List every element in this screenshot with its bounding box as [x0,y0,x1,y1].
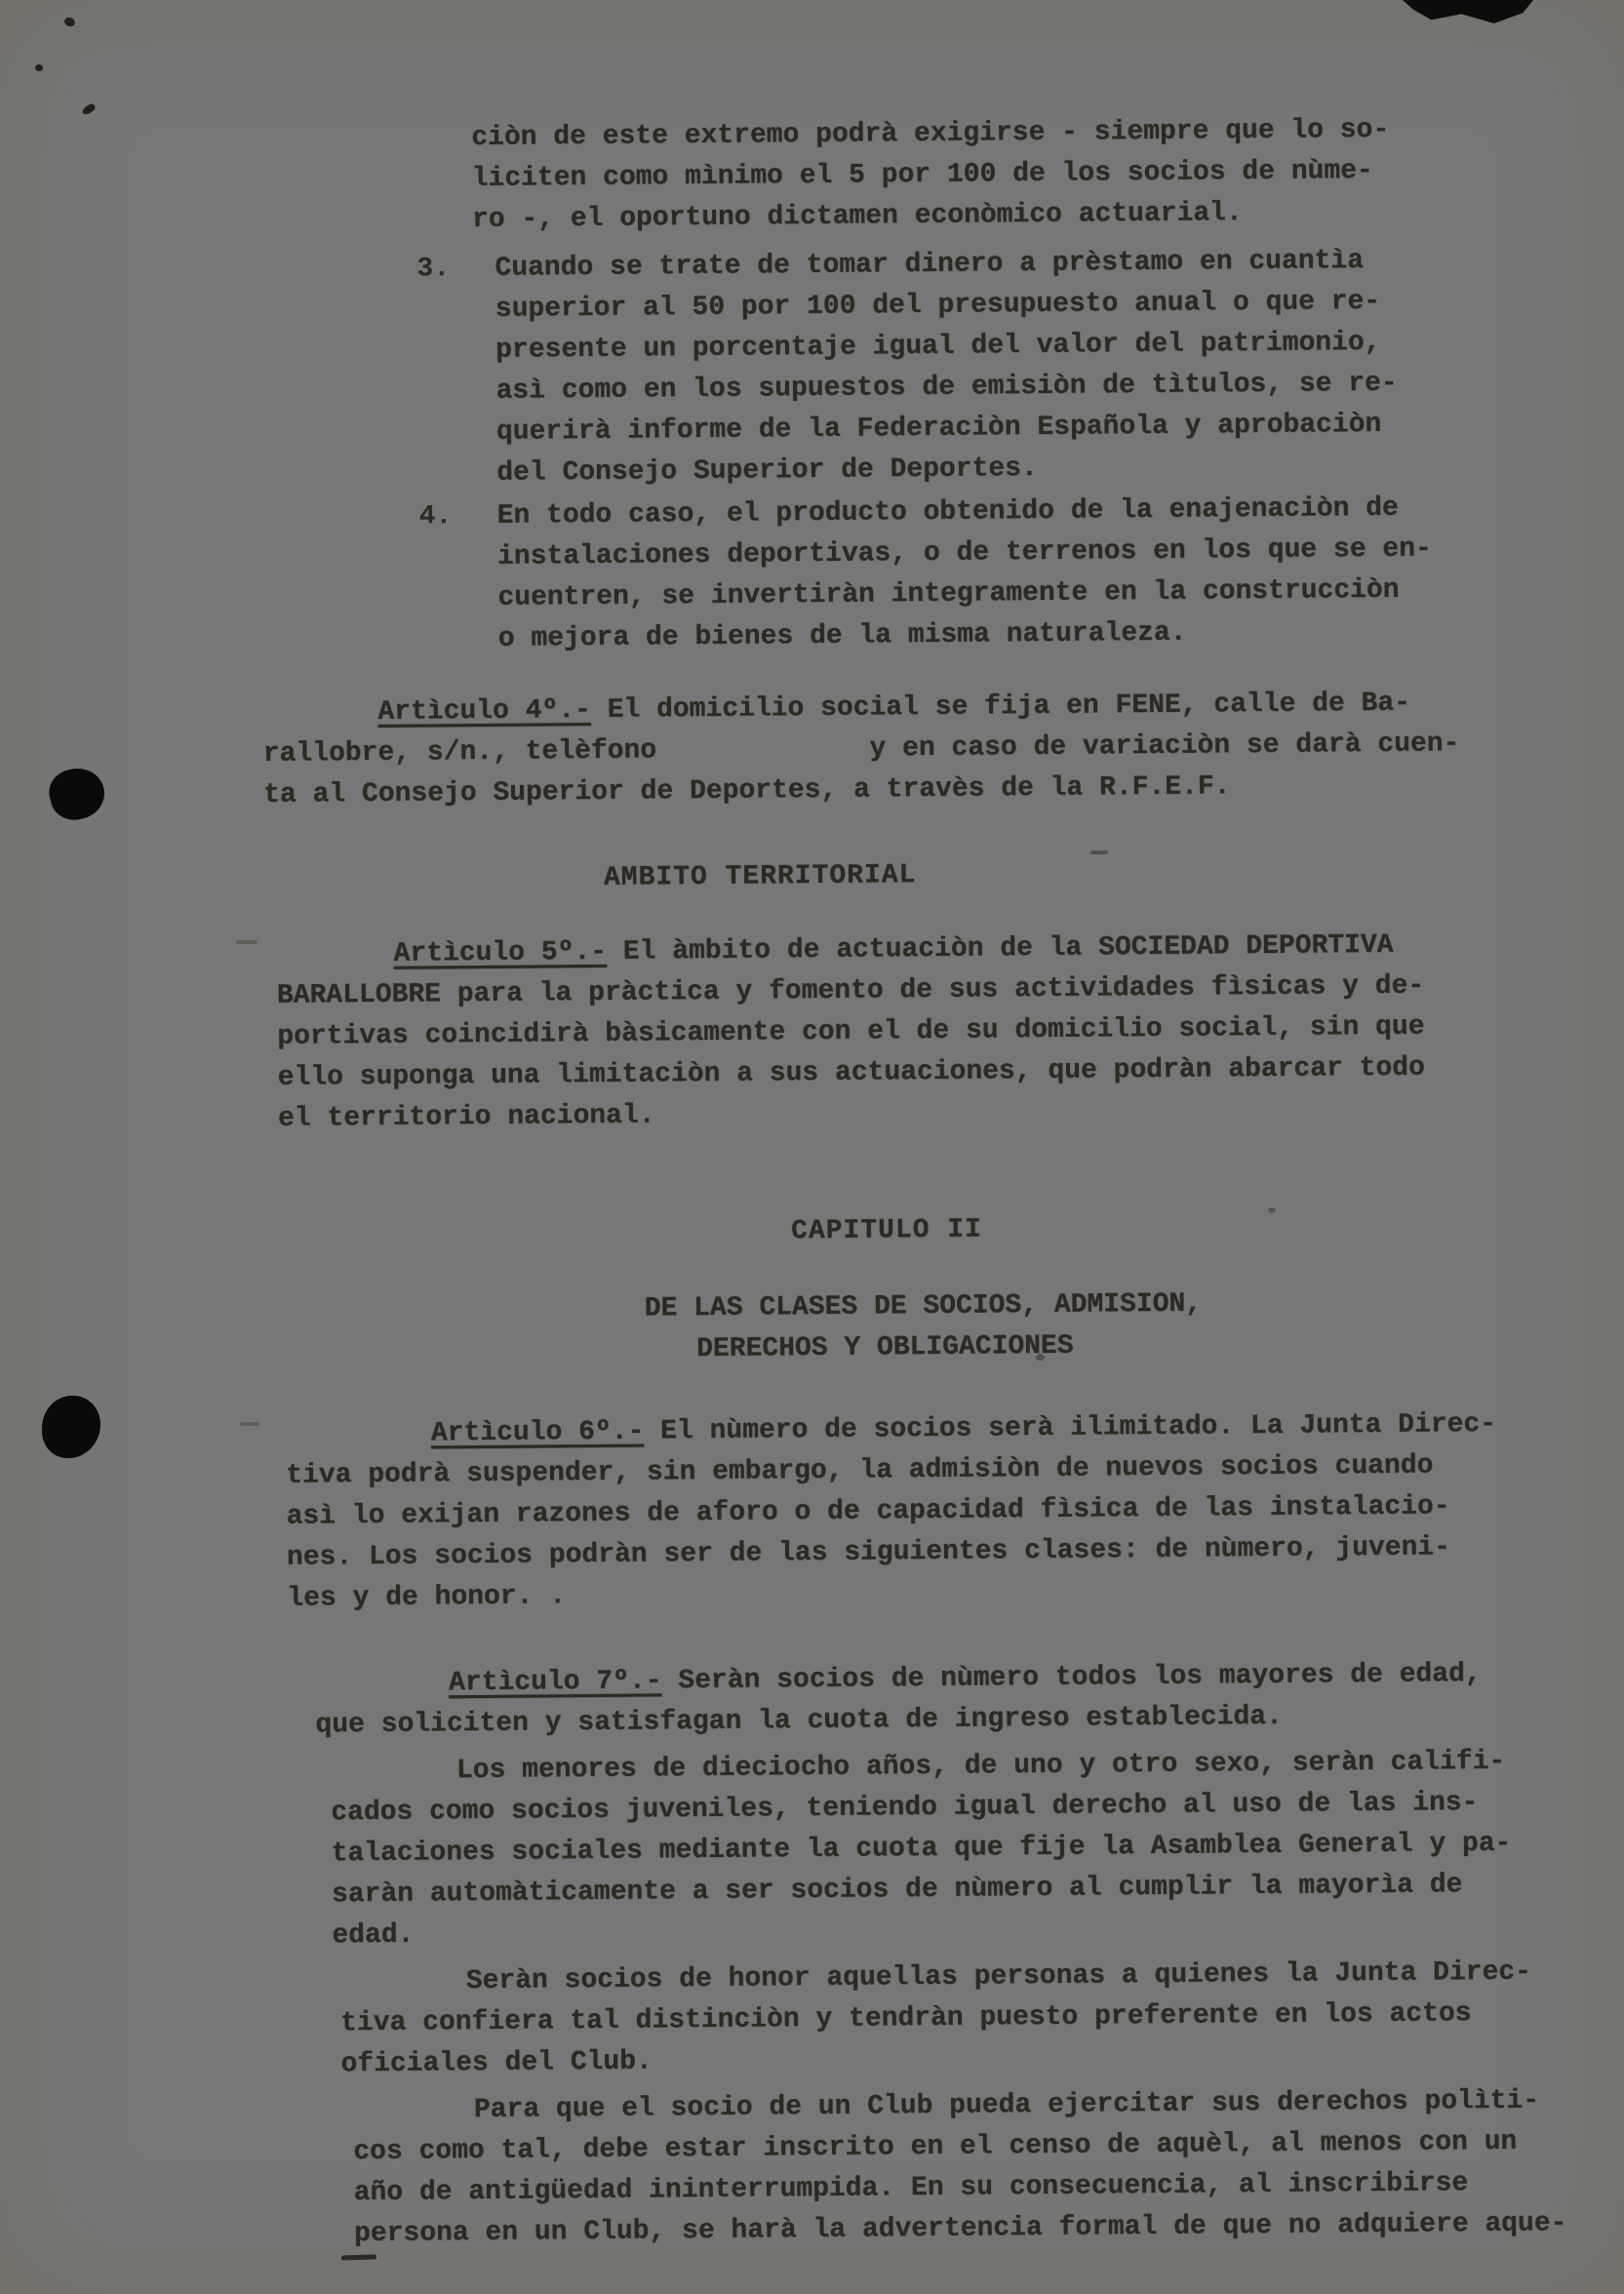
heading-text: DE LAS CLASES DE SOCIOS, ADMISION, [644,1288,1203,1325]
paragraph-socios-juveniles [331,1741,1624,1958]
text-line: el territorio nacional. [277,1100,655,1134]
heading-text: DERECHOS Y OBLIGACIONES [696,1330,1074,1365]
numbered-item-3 [416,239,1624,494]
text-line: rallobre, s/n., telèfono y en caso de variaciòn se darà cuen- [262,729,1460,770]
text-line: persona en un Club, se harà la advertencia formal de que no adquiere aque- [353,2208,1567,2250]
text-line: les y de honor. . [287,1581,567,1614]
text-line: Los menores de dieciocho años, de uno y otro sexo, seràn califi- [456,1746,1506,1787]
article-5-label: Artìculo 5º.- [393,936,608,969]
text-line: que soliciten y satisfagan la cuota de ingreso establecida. [315,1701,1283,1741]
text-line: cuentren, se invertiràn integramente en la construcciòn [497,574,1400,613]
text-line: oficiales del Club. [340,2046,653,2080]
section-heading-ambito [604,850,1624,899]
text-line: ciòn de este extremo podrà exigirse - siempre que lo so- [471,114,1390,154]
paragraph-socios-honor [340,1952,1624,2086]
text-line: cos como tal, debe estar inscrito en el censo de aquèl, al menos con un [353,2126,1518,2168]
text-line: del Consejo Superior de Deportes. [496,453,1038,489]
paragraph-continuation [471,108,1624,241]
article-6-label: Artìculo 6º.- [430,1416,645,1449]
text-line: tiva confiera tal distinciòn y tendràn puesto preferente en los actos [340,1998,1472,2039]
text-line: portivas coincidirà bàsicamente con el de su domicilio social, sin que [277,1011,1425,1052]
text-line: año de antigüedad ininterrumpida. En su consecuencia, al inscribirse [353,2168,1469,2209]
article-5-paragraph [276,924,1624,1140]
article-4-paragraph [262,682,1624,816]
item-number: 3. [416,254,451,285]
article-7-paragraph [315,1653,1624,1747]
text-line: instalaciones deportivas, o de terrenos en los que se en- [496,534,1432,573]
heading-text: AMBITO TERRITORIAL [603,860,917,893]
text-line: ro -, el oportuno dictamen econòmico actuarial. [471,198,1243,236]
text-line: querirà informe de la Federaciòn Española y aprobaciòn [495,409,1382,448]
chapter-subheading [645,1281,1624,1371]
text-line: Para que el socio de un Club pueda ejercitar sus derechos polìti- [473,2085,1540,2126]
text-run: El domicilio social se fija en FENE, calle de Ba- [590,688,1411,726]
text-line: En todo caso, el producto obtenido de la enajenaciòn de [496,493,1399,532]
text-line: talaciones sociales mediante la cuota que fije la Asamblea General y pa- [331,1828,1512,1870]
text-line: asì lo exijan razones de aforo o de capacidad fìsica de las instalacio- [286,1491,1450,1532]
text-line: Cuando se trate de tomar dinero a prèstamo en cuantìa [495,246,1365,284]
text-line: liciten como mìnimo el 5 por 100 de los socios de nùme- [471,155,1373,195]
text-run: El nùmero de socios serà ilimitado. La Junta Direc- [644,1408,1497,1447]
text-line: tiva podrà suspender, sin embargo, la admisiòn de nuevos socios cuando [286,1450,1434,1491]
text-line: asì como en los supuestos de emisiòn de tìtulos, se re- [495,368,1398,407]
text-line: superior al 50 por 100 del presupuesto anual o que re- [495,286,1381,325]
heading-text: CAPITULO II [790,1214,983,1247]
text-line: Seràn socios de honor aquellas personas a quienes la Junta Direc- [465,1957,1532,1997]
text-line: ello suponga una limitaciòn a sus actuaciones, que podràn abarcar todo [277,1052,1425,1093]
text-line: o mejora de bienes de la misma naturaleza. [497,617,1187,654]
numbered-item-4 [418,487,1624,660]
text-line: presente un porcentaje igual del valor del patrimonio, [495,327,1381,366]
text-line: nes. Los socios podràn ser de las siguientes clases: de nùmero, juveni- [286,1532,1451,1573]
text-line: cados como socios juveniles, teniendo igual derecho al uso de las ins- [331,1788,1479,1829]
chapter-heading [791,1205,1624,1253]
text-run: El àmbito de actuaciòn de la SOCIEDAD DEPORTIVA [606,929,1394,968]
article-6-paragraph [286,1404,1624,1620]
article-4-label: Artìculo 4º.- [377,694,592,728]
article-7-label: Artìculo 7º.- [448,1666,662,1699]
text-line: BARALLOBRE para la pràctica y fomento de sus actividades fìsicas y de- [276,970,1425,1011]
item-number: 4. [418,501,453,533]
paragraph-derechos-politicos [353,2080,1624,2256]
text-line: saràn automàticamente a ser socios de nùmero al cumplir la mayorìa de [331,1870,1463,1911]
text-line: ta al Consejo Superior de Deportes, a travès de la R.F.E.F. [263,771,1231,811]
text-run: Seràn socios de nùmero todos los mayores de edad, [661,1659,1482,1697]
text-line: edad. [332,1919,415,1952]
stray-mark [341,2254,376,2260]
